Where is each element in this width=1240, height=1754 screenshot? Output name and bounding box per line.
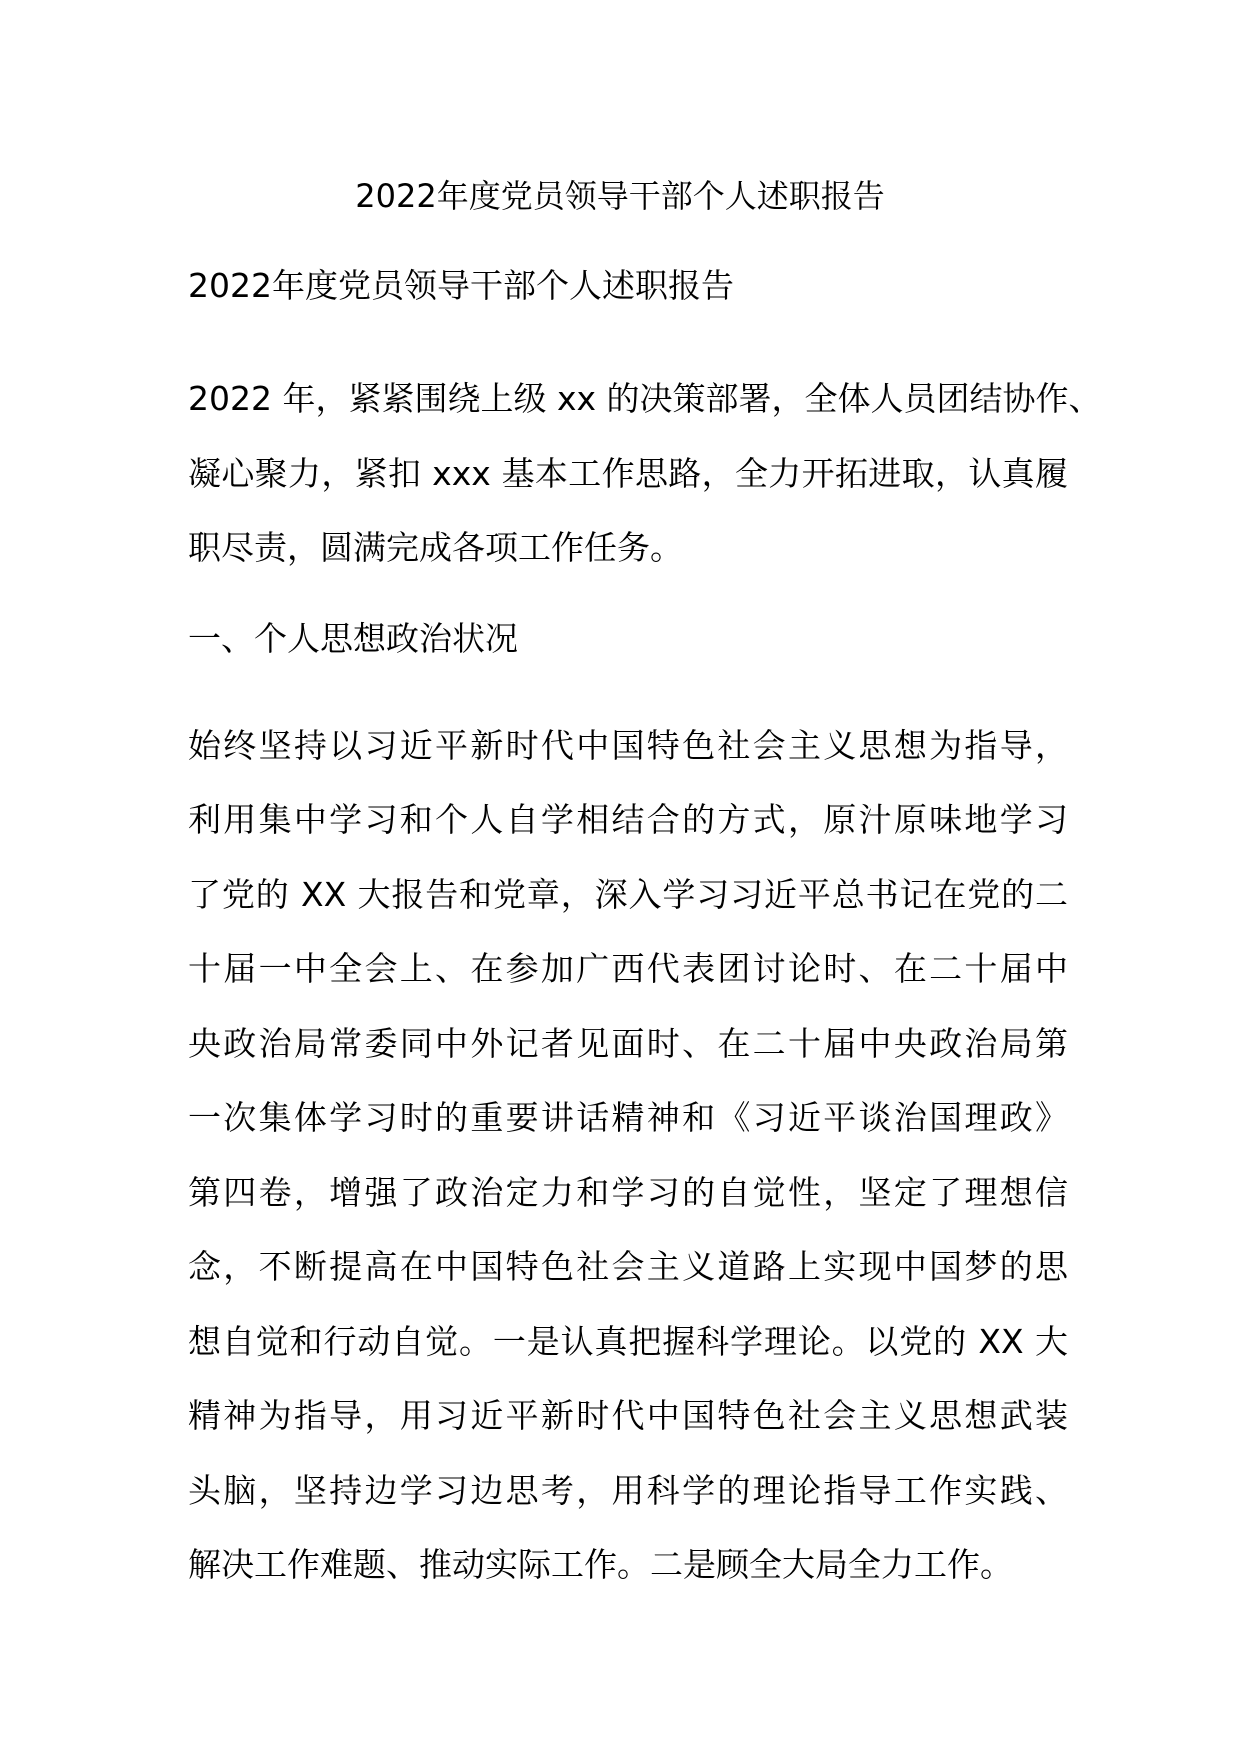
document-subtitle: 2022年度党员领导干部个人述职报告 — [188, 266, 734, 305]
section-line: 了党的 XX 大报告和党章，深入学习习近平总书记在党的二 — [188, 874, 1068, 914]
intro-line: 凝心聚力，紧扣 xxx 基本工作思路，全力开拓进取，认真履 — [188, 453, 1068, 493]
section-heading: 一、个人思想政治状况 — [188, 618, 518, 658]
section-line: 一次集体学习时的重要讲话精神和《习近平谈治国理政》 — [188, 1098, 1068, 1137]
section-line: 十届一中全会上、在参加广西代表团讨论时、在二十届中 — [188, 949, 1068, 988]
section-line: 始终坚持以习近平新时代中国特色社会主义思想为指导， — [188, 725, 1068, 765]
document-title: 2022年度党员领导干部个人述职报告 — [355, 177, 885, 215]
document-body — [188, 262, 1102, 1632]
section-line: 想自觉和行动自觉。一是认真把握科学理论。以党的 XX 大 — [188, 1321, 1068, 1361]
section-line: 解决工作难题、推动实际工作。二是顾全大局全力工作。 — [188, 1545, 1013, 1584]
section-line: 精神为指导，用习近平新时代中国特色社会主义思想武装 — [188, 1396, 1068, 1435]
intro-line: 职尽责，圆满完成各项工作任务。 — [188, 528, 683, 567]
section-line: 利用集中学习和个人自学相结合的方式，原汁原味地学习 — [188, 800, 1068, 839]
section-line: 央政治局常委同中外记者见面时、在二十届中央政治局第 — [188, 1023, 1068, 1063]
intro-line: 2022 年，紧紧围绕上级 xx 的决策部署，全体人员团结协作、 — [188, 379, 1102, 418]
section-line: 头脑，坚持边学习边思考，用科学的理论指导工作实践、 — [188, 1470, 1068, 1510]
section-line: 第四卷，增强了政治定力和学习的自觉性，坚定了理想信 — [188, 1172, 1068, 1212]
intro-paragraph — [188, 362, 1102, 586]
section-paragraph — [188, 709, 1068, 1603]
section-line: 念，不断提高在中国特色社会主义道路上实现中国梦的思 — [188, 1247, 1068, 1286]
